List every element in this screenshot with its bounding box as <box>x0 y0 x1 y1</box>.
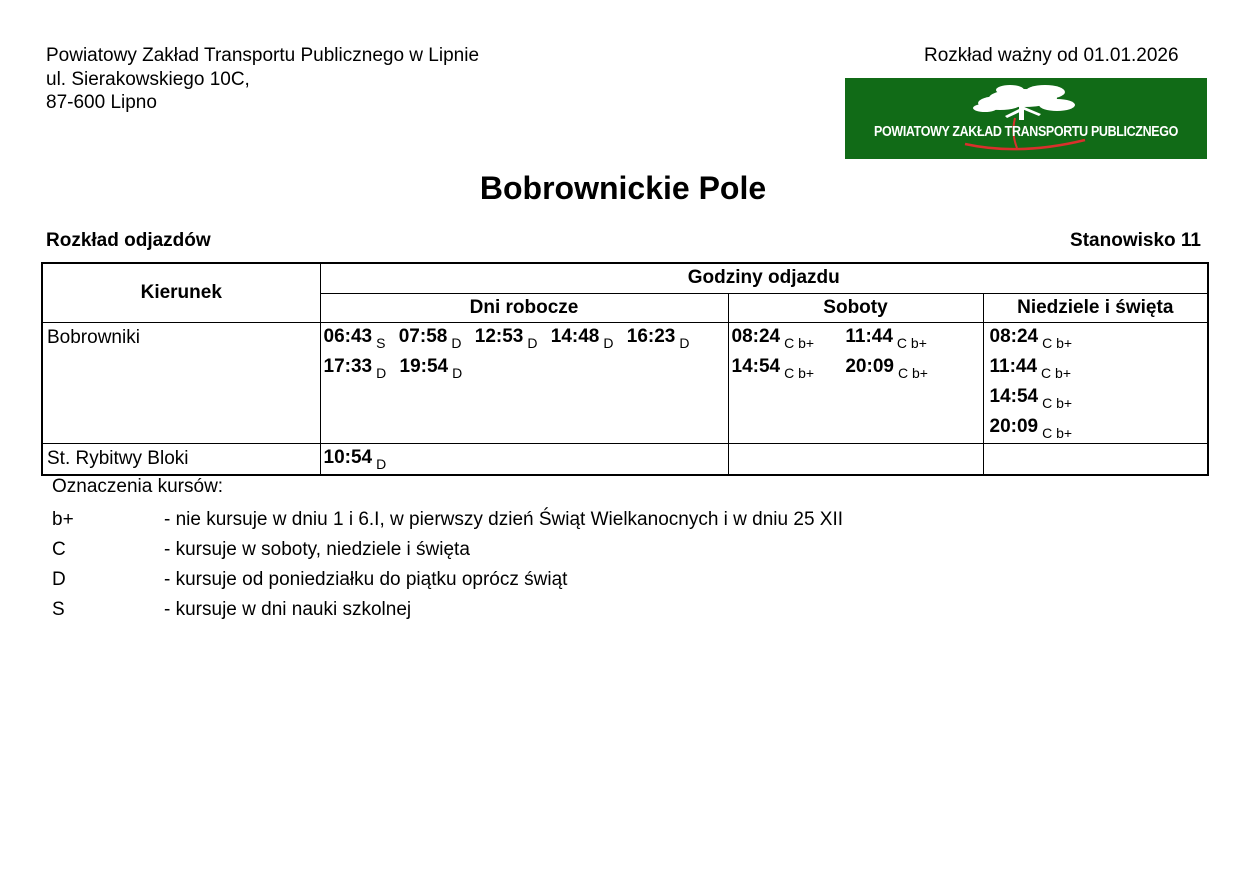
legend-text: - nie kursuje w dniu 1 i 6.I, w pierwszy dzień Świąt Wielkanocnych i w dniu 25 XII <box>164 509 844 530</box>
legend-item <box>52 536 843 566</box>
address-line: Powiatowy Zakład Transportu Publicznego w Lipnie <box>46 45 480 66</box>
course-mark: C b+ <box>1042 334 1073 351</box>
legend-item <box>52 506 843 536</box>
legend-item <box>52 566 843 596</box>
logo-text: POWIATOWY ZAKŁAD TRANSPORTU PUBLICZNEGO <box>874 124 1178 140</box>
departure-time: 08:24 <box>989 325 1039 347</box>
timetable <box>41 262 1209 476</box>
departure-time: 07:58 <box>398 325 448 347</box>
legend-code: b+ <box>52 509 74 530</box>
time-line <box>732 353 983 383</box>
sunday-times <box>983 322 1208 443</box>
course-mark: D <box>603 334 614 351</box>
address-line: ul. Sierakowskiego 10C, <box>46 68 250 90</box>
departure-time: 20:09 <box>845 355 894 377</box>
sunday-times <box>983 443 1208 475</box>
tree-logo-icon <box>845 78 1207 159</box>
course-mark: C b+ <box>1042 394 1073 411</box>
course-mark: C b+ <box>897 364 928 381</box>
time-line <box>990 323 1208 353</box>
direction-name: St. Rybitwy Bloki <box>42 443 320 475</box>
legend-title: Oznaczenia kursów: <box>52 476 224 497</box>
legend-text: - kursuje w soboty, niedziele i święta <box>164 539 470 560</box>
course-mark: D <box>679 334 690 351</box>
course-mark: C b+ <box>1041 364 1072 381</box>
departure-time: 10:54 <box>323 446 373 468</box>
valid-from-date: Rozkład ważny od 01.01.2026 <box>924 45 1179 66</box>
saturday-times <box>728 322 983 443</box>
time-line <box>990 413 1208 443</box>
stop-title: Bobrownickie Pole <box>479 170 767 206</box>
course-mark: C b+ <box>784 364 815 381</box>
course-mark: C b+ <box>896 334 927 351</box>
time-line <box>732 323 983 353</box>
legend-code: C <box>52 539 66 560</box>
departure-time: 16:23 <box>626 325 676 347</box>
departure-time: 14:48 <box>550 325 600 347</box>
operator-address <box>46 44 479 115</box>
legend-item <box>52 596 843 626</box>
course-mark: C b+ <box>1042 424 1073 441</box>
course-mark: D <box>451 334 462 351</box>
saturday-times <box>728 443 983 475</box>
course-mark: D <box>527 334 538 351</box>
legend-text: - kursuje od poniedziałku do piątku oprócz świąt <box>164 569 568 590</box>
time-line <box>324 444 728 474</box>
header-departures: Godziny odjazdu <box>320 263 1208 293</box>
course-mark: D <box>376 455 387 472</box>
header-saturday: Soboty <box>728 293 983 322</box>
course-mark: D <box>452 364 463 381</box>
departure-time: 11:44 <box>989 355 1038 377</box>
company-logo <box>845 78 1207 159</box>
departure-time: 14:54 <box>989 385 1039 407</box>
departure-time: 12:53 <box>474 325 524 347</box>
weekday-times <box>320 322 728 443</box>
departure-time: 06:43 <box>323 325 373 347</box>
table-row <box>42 443 1208 475</box>
schedule-label: Rozkład odjazdów <box>46 230 211 251</box>
course-mark: S <box>376 334 386 351</box>
departure-time: 19:54 <box>399 355 449 377</box>
departure-time: 11:44 <box>845 325 893 347</box>
departure-time: 20:09 <box>989 415 1039 437</box>
departure-time: 14:54 <box>731 355 781 377</box>
weekday-times <box>320 443 728 475</box>
direction-name: Bobrowniki <box>42 322 320 443</box>
departure-time: 17:33 <box>323 355 373 377</box>
header-sunday: Niedziele i święta <box>983 293 1208 322</box>
table-row <box>42 322 1208 443</box>
legend-code: S <box>52 599 65 620</box>
header-direction: Kierunek <box>42 263 320 322</box>
time-line <box>990 383 1208 413</box>
departure-time: 08:24 <box>731 325 781 347</box>
header-weekday: Dni robocze <box>320 293 728 322</box>
legend <box>52 506 843 626</box>
legend-code: D <box>52 569 66 590</box>
address-line: 87-600 Lipno <box>46 92 157 113</box>
time-line <box>990 353 1208 383</box>
course-mark: D <box>376 364 387 381</box>
time-line <box>324 353 728 383</box>
platform-label: Stanowisko 11 <box>1070 230 1201 251</box>
legend-text: - kursuje w dni nauki szkolnej <box>164 599 412 620</box>
course-mark: C b+ <box>784 334 815 351</box>
time-line <box>324 323 728 353</box>
